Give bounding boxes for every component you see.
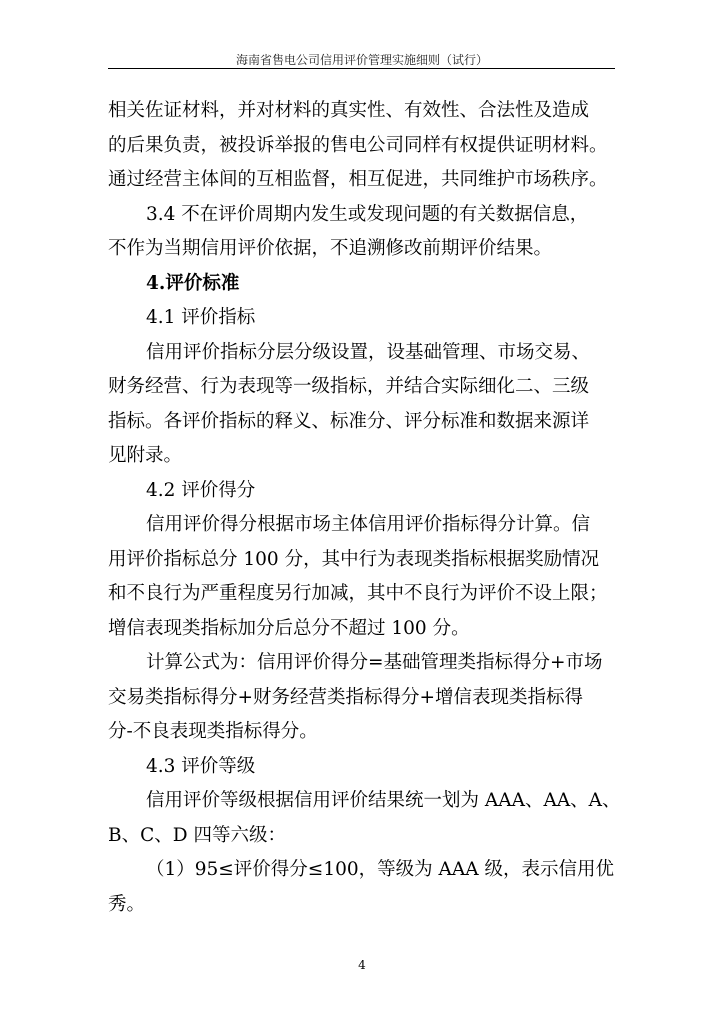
running-header: 海南省售电公司信用评价管理实施细则（试行） [235, 53, 488, 67]
paragraph-line: 增信表现类指标加分后总分不超过 100 分。 [108, 617, 470, 639]
paragraph-line: 计算公式为：信用评价得分=基础管理类指标得分+市场 [146, 652, 603, 673]
paragraph-line: 见附录。 [108, 445, 183, 466]
paragraph-line: 交易类指标得分+财务经营类指标得分+增信表现类指标得 [108, 686, 584, 708]
paragraph-line: 财务经营、行为表现等一级指标，并结合实际细化二、三级 [108, 376, 590, 397]
paragraph-line: 信用评价等级根据信用评价结果统一划为 AAA、AA、A、 [146, 790, 621, 811]
paragraph-line: 3.4 不在评价周期内发生或发现问题的有关数据信息， [146, 203, 589, 225]
paragraph-line: 用评价指标总分 100 分，其中行为表现类指标根据奖励情况 [108, 548, 600, 570]
paragraph-line: 指标。各评价指标的释义、标准分、评分标准和数据来源详 [108, 410, 590, 432]
paragraph-line: 的后果负责，被投诉举报的售电公司同样有权提供证明材料。 [108, 134, 608, 156]
header-divider [108, 68, 615, 69]
section-heading: 4.评价标准 [146, 272, 240, 294]
paragraph-line: 和不良行为严重程度另行加减，其中不良行为评价不设上限； [108, 583, 608, 604]
paragraph-line: 相关佐证材料，并对材料的真实性、有效性、合法性及造成 [108, 100, 590, 121]
paragraph-line: 信用评价得分根据市场主体信用评价指标得分计算。信 [146, 514, 591, 535]
paragraph-line: 秀。 [108, 893, 146, 915]
page-number: 4 [358, 958, 366, 972]
subsection-heading: 4.3 评价等级 [146, 755, 256, 777]
paragraph-line: 不作为当期信用评价依据，不追溯修改前期评价结果。 [108, 238, 553, 259]
list-item: （1）95≤评价得分≤100，等级为 AAA 级，表示信用优 [146, 859, 614, 880]
paragraph-line: 通过经营主体间的互相监督，相互促进，共同维护市场秩序。 [108, 169, 608, 190]
subsection-heading: 4.2 评价得分 [146, 479, 256, 501]
paragraph-line: B、C、D 四等六级： [108, 824, 286, 846]
paragraph-line: 分-不良表现类指标得分。 [108, 721, 318, 742]
body-text [108, 94, 620, 922]
subsection-heading: 4.1 评价指标 [146, 307, 256, 328]
paragraph-line: 信用评价指标分层分级设置，设基础管理、市场交易、 [146, 341, 591, 363]
